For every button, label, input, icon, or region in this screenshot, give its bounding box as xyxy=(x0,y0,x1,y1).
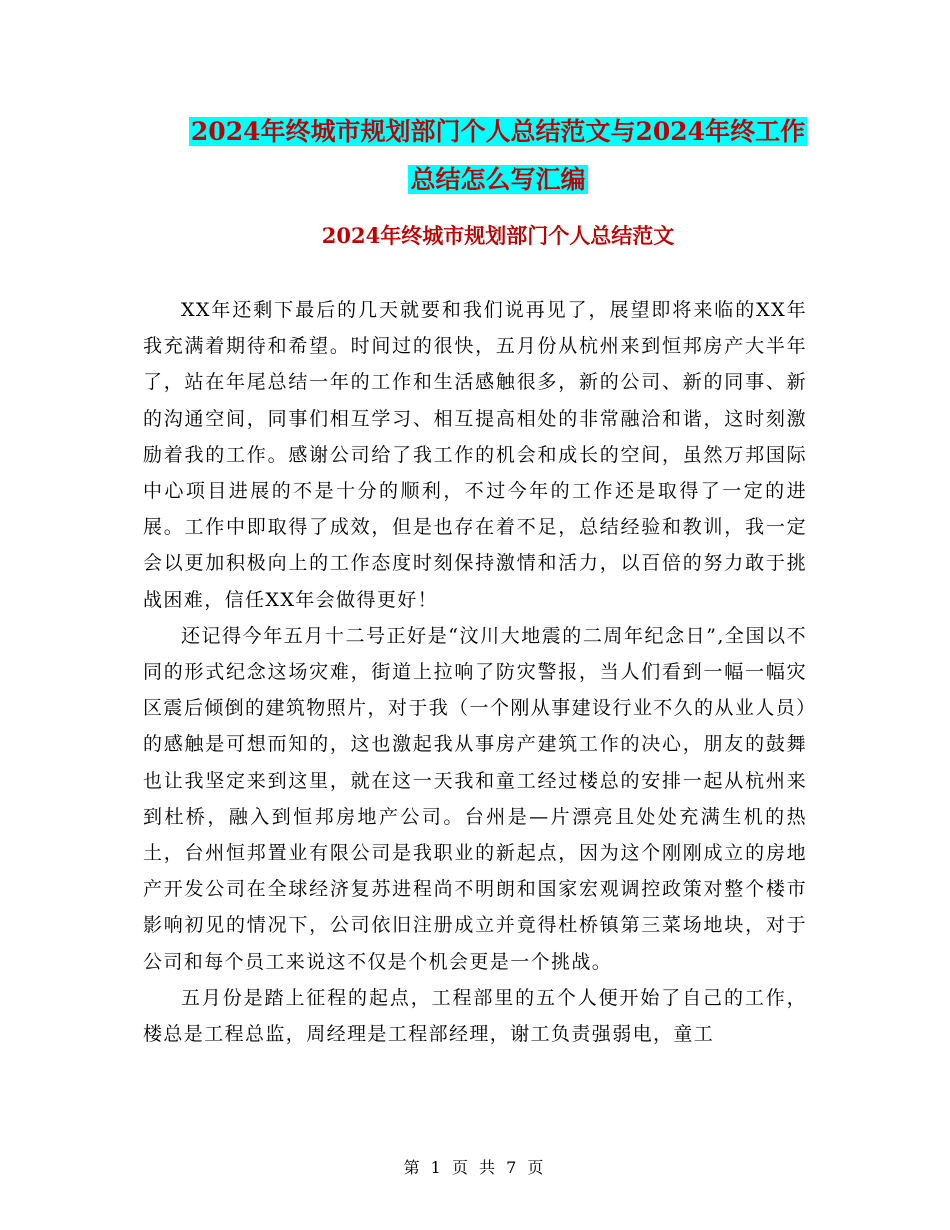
paragraph-3: 五月份是踏上征程的起点，工程部里的五个人便开始了自己的工作，楼总是工程总监，周经理是工程部经理，谢工负责强弱电，童工 xyxy=(143,986,807,1046)
paragraph-2: 还记得今年五月十二号正好是“汶川大地震的二周年纪念日”,全国以不同的形式纪念这场灾难，街道上拉响了防灾警报，当人们看到一幅一幅灾区震后倾倒的建筑物照片，对于我（一个刚从事建设行业不久的从业人员）的感触是可想而知的，这也激起我从事房产建筑工作的决心，朋友的鼓舞也让我坚定来到这里，就在这一天我和童工经过楼总的安排一起从杭州来到杜桥，融入到恒邦房地产公司。台州是—片漂亮且处处充满生机的热土，台州恒邦置业有限公司是我职业的新起点，因为这个刚刚成立的房地产开发公司在全球经济复苏进程尚不明朗和国家宏观调控政策对整个楼市影响初见的情况下，公司依旧注册成立并竟得杜桥镇第三菜场地块，对于公司和每个员工来说这不仅是个机会更是一个挑战。 xyxy=(143,624,807,973)
title-line-2: 总结怎么写汇编 xyxy=(410,165,586,194)
document-body xyxy=(143,292,807,1052)
section-title: 2024年终城市规划部门个人总结范文 xyxy=(321,223,675,248)
page-footer: 第 1 页 共 7 页 xyxy=(403,1158,547,1177)
title-line-1: 2024年终城市规划部门个人总结范文与2024年终工作 xyxy=(190,117,806,146)
document-title xyxy=(140,108,856,204)
paragraph-1: XX年还剩下最后的几天就要和我们说再见了，展望即将来临的XX年我充满着期待和希望。时间过的很快，五月份从杭州来到恒邦房产大半年了，站在年尾总结一年的工作和生活感触很多，新的公司、新的同事、新的沟通空间，同事们相互学习、相互提高相处的非常融洽和谐，这时刻激励着我的工作。感谢公司给了我工作的机会和成长的空间，虽然万邦国际中心项目进展的不是十分的顺利，不过今年的工作还是取得了一定的进展。工作中即取得了成效，但是也存在着不足，总结经验和教训，我一定会以更加积极向上的工作态度时刻保持激情和活力，以百倍的努力敢于挑战困难，信任XX年会做得更好！ xyxy=(143,299,807,611)
